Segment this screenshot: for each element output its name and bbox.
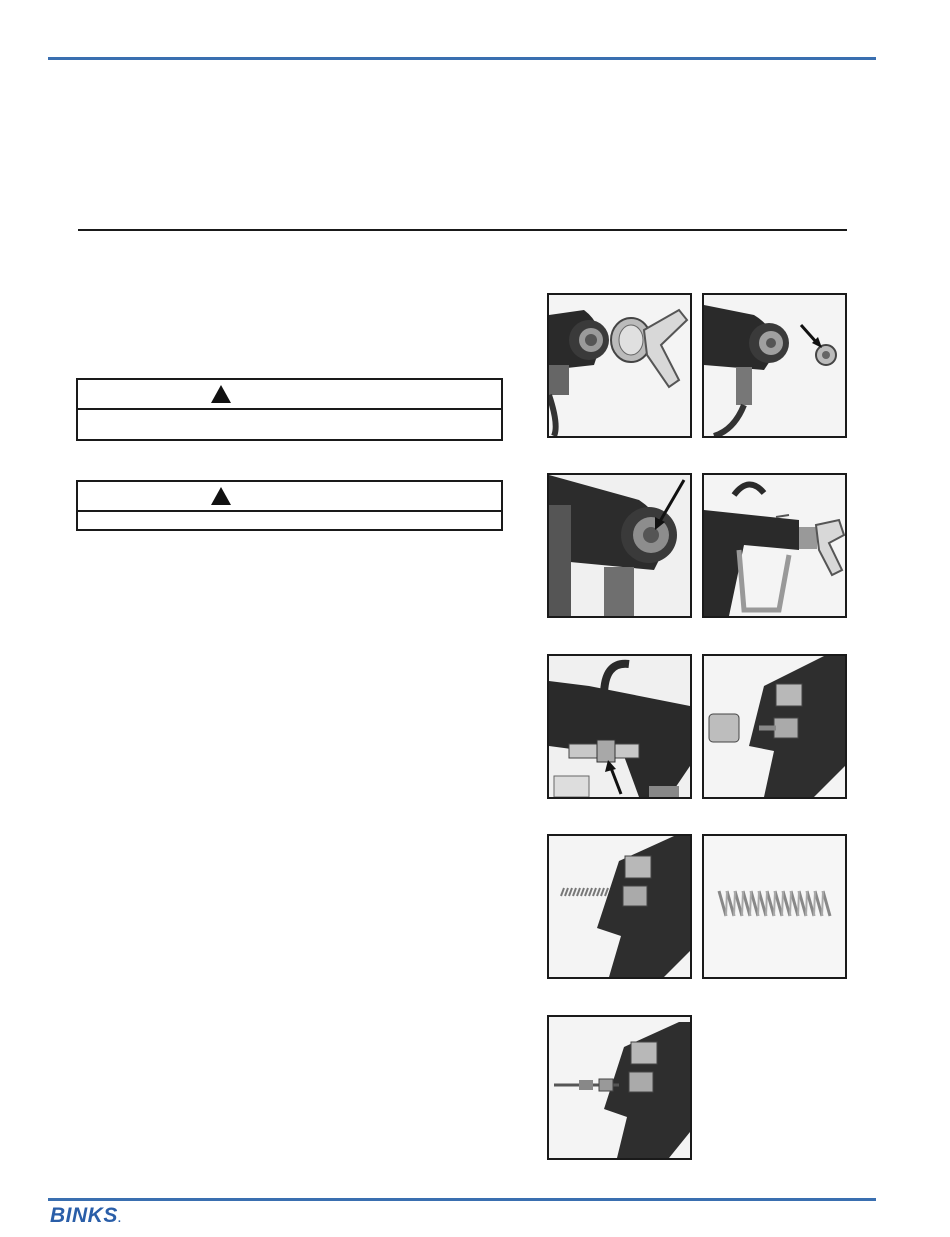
figure-spring-removed [547,834,692,979]
footer-rule [48,1198,876,1201]
figure-seat-closeup [547,473,692,618]
figure-needle-removed [547,1015,692,1160]
figure-cap-removed [702,654,847,799]
warning-box-2 [76,480,503,531]
figure-full-gun [702,473,847,618]
warning-triangle-icon [210,384,232,404]
warning-header [78,482,501,512]
figure-tip-guard-removed [547,293,692,438]
warning-header [78,380,501,410]
figure-spring [702,834,847,979]
figure-tip-removed [702,293,847,438]
brand-logo: BINKS. [50,1204,122,1227]
section-divider [78,229,847,231]
header-rule [48,57,876,60]
warning-box-1 [76,378,503,441]
warning-triangle-icon [210,486,232,506]
figure-fitting [547,654,692,799]
